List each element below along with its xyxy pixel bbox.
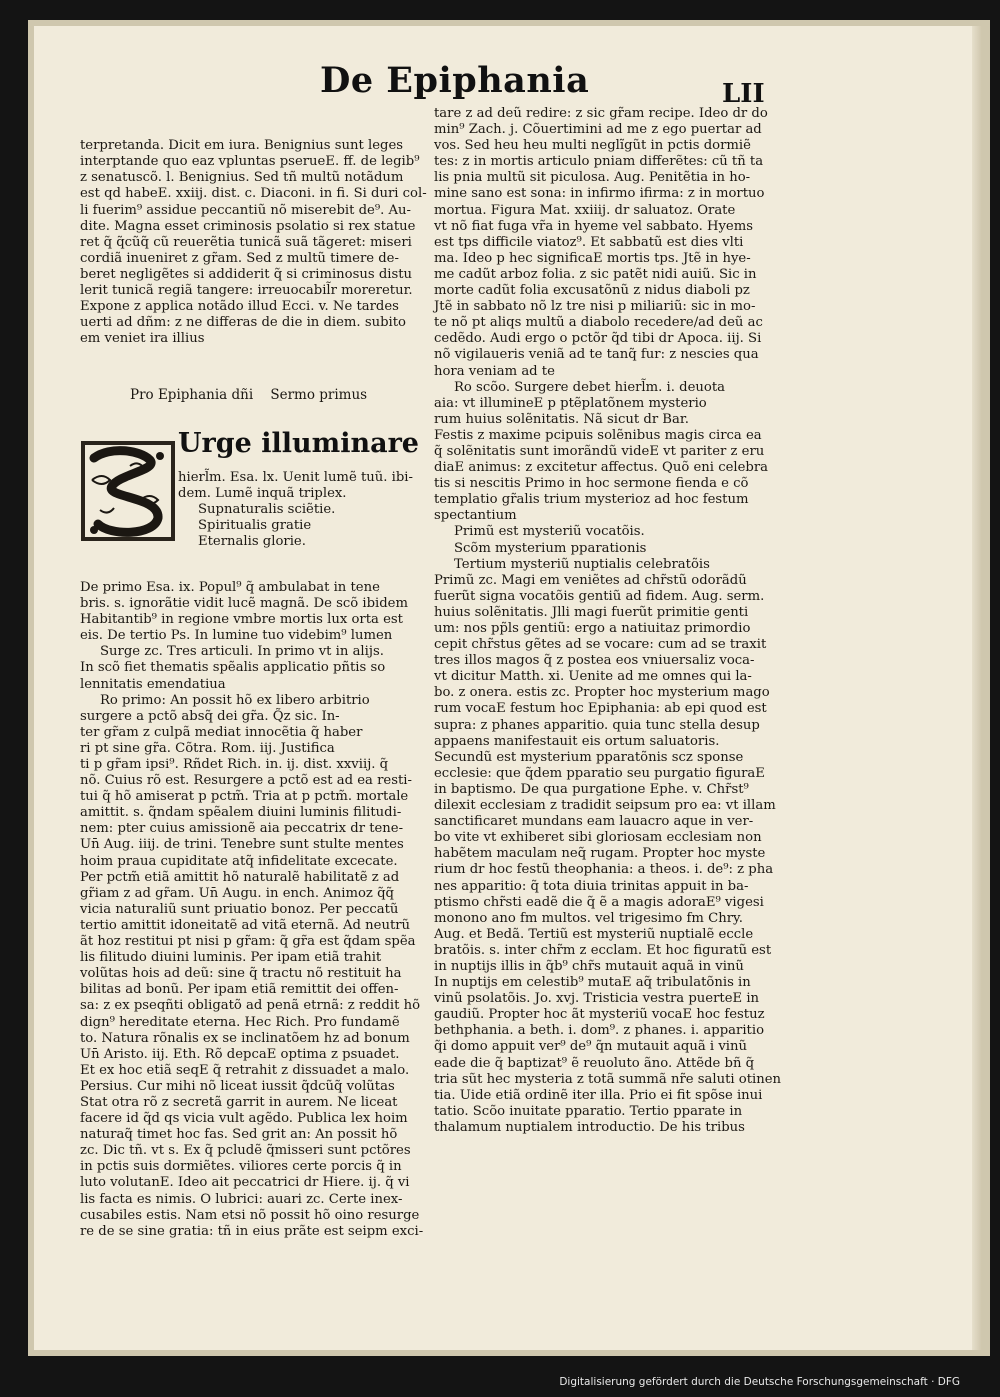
text-line: Tertium mysteriũ nuptialis celebratõis	[454, 556, 710, 572]
text-line: bris. s. ignorãtie vidit lucẽ magnã. De scõ ibidem	[80, 596, 408, 612]
text-line: monono ano fm multos. vel trigesimo fm Chry.	[434, 910, 743, 926]
text-line: templatio gr̃alis trium mysterioz ad hoc festum	[434, 492, 749, 508]
incipit-text: Urge illuminare	[178, 427, 419, 459]
text-line: nes apparitio: q̃ tota diuia trinitas appuit in ba-	[434, 878, 749, 894]
text-line: spectantium	[434, 508, 517, 524]
text-line: Scõm mysterium pparationis	[454, 540, 647, 556]
text-line: bethphania. a beth. i. dom⁹. z phanes. i. apparitio	[434, 1023, 765, 1039]
text-line: ãt hoz restitui pt nisi p gr̃am: q̃ gr̃a est q̃dam spẽa	[80, 934, 416, 950]
text-line: cusabiles estis. Nam etsi nõ possit hõ oino resurge	[80, 1207, 420, 1223]
text-line: Ro primo: An possit hõ ex libero arbitrio	[100, 692, 370, 708]
text-line: vinũ psolatõis. Jo. xvj. Tristicia vestra puerteE in	[434, 991, 760, 1007]
text-line: rum huius solẽnitatis. Nã sicut dr Bar.	[434, 411, 689, 427]
incipit-lines	[178, 470, 413, 550]
text-line: naturaq̃ timet hoc fas. Sed grit an: An possit hõ	[80, 1127, 398, 1143]
text-line: est qd habeE. xxiij. dist. c. Diaconi. in fi. Si duri col-	[80, 186, 427, 202]
text-line: Ro scõo. Surgere debet hierl̃m. i. deuota	[454, 379, 725, 395]
text-line: Primũ zc. Magi em veniẽtes ad chr̃stũ odorãdũ	[434, 572, 747, 588]
text-line: z senatuscõ. l. Benignius. Sed tñ multũ notãdum	[80, 170, 404, 186]
text-line: habẽtem maculam neq̃ rugam. Propter hoc myste	[434, 846, 766, 862]
left-column	[80, 106, 427, 1272]
text-line: q̃ solẽnitatis sunt imorãndũ videE vt pariter z eru	[434, 443, 765, 459]
text-line: eade die q̃ baptizat⁹ ẽ reuoluto ãno. Attẽde bñ q̃	[434, 1055, 755, 1071]
text-line: vicia naturaliũ sunt priuatio bonoz. Per peccatũ	[80, 901, 399, 917]
text-line: surgere a pctõ absq̃ dei gr̃a. Q̃z sic. In-	[80, 708, 340, 724]
text-line: bo. z onera. estis zc. Propter hoc mysterium mago	[434, 685, 770, 701]
text-line: hora veniam ad te	[434, 363, 555, 379]
text-line: luto volutanE. Ideo ait peccatrici dr Hiere. ij. q̃ vi	[80, 1175, 410, 1191]
text-line: dign⁹ hereditate eterna. Hec Rich. Pro fundamẽ	[80, 1014, 400, 1030]
text-line: tres illos magos q̃ z postea eos vniuersaliz voca-	[434, 653, 755, 669]
text-line: sa: z ex pseqñti obligatõ ad penã etrnã: z reddit hõ	[80, 998, 421, 1014]
text-line: in pctis suis dormiẽtes. viliores certe porcis q̃ in	[80, 1159, 402, 1175]
text-line: ti p gr̃am ipsi⁹. Rñdet Rich. in. ij. dist. xxviij. q̃	[80, 757, 389, 772]
text-line: tia. Uide etiã ordinẽ iter illa. Prio ei fit spõse inui	[434, 1087, 763, 1103]
text-line: vt nõ fiat fuga vr̃a in hyeme vel sabbato. Hyems	[434, 218, 754, 234]
text-line: ri pt sine gr̃a. Cõtra. Rom. iij. Justifica	[80, 740, 335, 756]
decorated-initial-s	[80, 440, 176, 542]
text-line: gr̃iam z ad gr̃am. Un̄ Augu. in ench. Animoz q̃q̃	[80, 885, 394, 901]
text-line: lis facta es nimis. O lubrici: auari zc. Certe inex-	[80, 1191, 403, 1207]
text-line: In nuptijs em celestib⁹ mutaE aq̃ tribulatõnis in	[434, 975, 751, 991]
text-line: hierl̃m. Esa. lx. Uenit lumẽ tuũ. ibi-	[178, 469, 413, 485]
text-line: tertio amittit idoneitatẽ ad vitã eternã. Ad neutrũ	[80, 917, 411, 933]
text-line: appaens manifestauit eis ortum saluatoris.	[434, 733, 720, 749]
text-line: em veniet ira illius	[80, 331, 205, 347]
text-line: Spiritualis gratie	[198, 518, 312, 534]
text-line: cedẽdo. Audi ergo o pctõr q̃d tibi dr Apoca. iij. Si	[434, 331, 762, 347]
text-line: cordiã inueniret z gr̃am. Sed z multũ timere de-	[80, 250, 399, 266]
text-line: uerti ad dñm: z ne differas de die in diem. subito	[80, 315, 406, 331]
text-line: lennitatis emendatiua	[80, 676, 226, 692]
sermon-heading: Pro Epiphania dñi Sermo primus	[130, 386, 368, 403]
text-line: Habitantib⁹ in regione vmbre mortis lux orta est	[80, 612, 403, 628]
text-line: amittit. s. q̃ndam spẽalem diuini luminis filitudi-	[80, 805, 402, 821]
text-line: cepit chr̃stus gẽtes ad se vocare: cum ad se traxit	[434, 637, 767, 653]
text-line: Aug. et Bedã. Tertiũ est mysteriũ nuptialẽ eccle	[434, 926, 754, 942]
right-column	[434, 106, 782, 1136]
text-line: morte cadũt folia excusatõnũ z nidus diaboli pz	[434, 283, 750, 299]
text-line: bo vite vt exhiberet sibi gloriosam ecclesiam non	[434, 830, 762, 846]
text-line: Un̄ Aristo. iij. Eth. Rõ depcaE optima z psuadet.	[80, 1046, 400, 1062]
text-line: ret q̃ q̃cũq̃ cũ reuerẽtia tunicã suã tãgeret: miseri	[80, 234, 412, 250]
text-line: mortua. Figura Mat. xxiiij. dr saluatoz. Orate	[434, 202, 736, 218]
text-line: q̃i domo appuit ver⁹ de⁹ q̃n mutauit aquã i vinũ	[434, 1039, 747, 1055]
text-line: in nuptijs illis in q̃b⁹ chr̃s mutauit aquã in vinũ	[434, 958, 744, 974]
text-line: min⁹ Zach. j. Cõuertimini ad me z ego puertar ad	[434, 122, 762, 138]
text-line: est tps difficile viatoz⁹. Et sabbatũ est dies vlti	[434, 234, 744, 250]
text-line: Supnaturalis sciẽtie.	[198, 501, 336, 517]
text-line: Jtẽ in sabbato nõ lz tre nisi p miliariũ: sic in mo-	[434, 299, 756, 315]
text-line: tui q̃ hõ amiserat p pctm̃. Tria at p pctm̃. mortale	[80, 789, 409, 805]
text-line: tare z ad deũ redire: z sic gr̃am recipe. Ideo dr do	[434, 106, 768, 121]
text-line: lis pnia multũ sit piculosa. Aug. Penitẽtia in ho-	[434, 170, 751, 186]
text-line: lerit tunicã regiã tangere: irreuocabil̃r moreretur.	[80, 283, 413, 299]
text-line: bratõis. s. inter chr̃m z ecclam. Et hoc figuratũ est	[434, 942, 772, 958]
text-line: Per pctm̃ etiã amittit hõ naturalẽ habilitatẽ z ad	[80, 869, 400, 885]
text-line: tria sũt hec mysteria z totã summã nr̃e saluti otinen	[434, 1071, 782, 1087]
text-line: um: nos pp̃ls gentiũ: ergo a natiuitaz primordio	[434, 621, 751, 636]
text-line: me cadũt arboz folia. z sic patẽt nidi auiũ. Sic in	[434, 266, 757, 282]
text-line: to. Natura rõnalis ex se inclinatõem hz ad bonum	[80, 1030, 410, 1046]
text-line: nõ. Cuius rõ est. Resurgere a pctõ est ad ea resti-	[80, 773, 412, 789]
text-line: in baptismo. De qua purgatione Ephe. v. Chr̃st⁹	[434, 781, 749, 797]
text-line: hoim praua cupiditate atq̃ infidelitate excecate.	[80, 853, 398, 869]
text-line: supra: z phanes apparitio. quia tunc stella desup	[434, 717, 760, 733]
text-line: ptismo chr̃sti eadẽ die q̃ ẽ a magis adoraE⁹ vigesi	[434, 894, 764, 910]
text-line: bilitas ad bonũ. Per ipam etiã remittit dei offen-	[80, 982, 399, 998]
left-column-top-text	[80, 138, 427, 347]
text-line: facere id q̃d qs vicia vult agẽdo. Publica lex hoim	[80, 1111, 408, 1127]
funding-credit: Digitalisierung gefördert durch die Deutsche Forschungsgemeinschaft · DFG	[559, 1376, 960, 1388]
text-line: Expone z applica notãdo illud Ecci. v. Ne tardes	[80, 299, 399, 315]
text-line: volũtas hois ad deũ: sine q̃ tractu nõ restituit ha	[80, 966, 402, 982]
book-page	[34, 26, 982, 1350]
text-line: dem. Lumẽ inquã triplex.	[178, 485, 347, 501]
text-line: interptande quo eaz vpluntas pserueE. ff. de legib⁹	[80, 154, 420, 170]
text-line: ter gr̃am z culpã mediat innocẽtia q̃ haber	[80, 724, 363, 740]
text-line: fuerũt signa vocatõis gentiũ ad fidem. Aug. serm.	[434, 588, 765, 604]
text-line: nõ vigilaueris veniã ad te tanq̃ fur: z nescies qua	[434, 347, 759, 363]
text-line: Stat otra rõ z secretã garrit in aurem. Ne liceat	[80, 1094, 398, 1110]
text-line: dite. Magna esset criminosis psolatio si rex statue	[80, 218, 416, 234]
text-line: sanctificaret mundans eam lauacro aque in ver-	[434, 814, 754, 830]
text-line: thalamum nuptialem introductio. De his tribus	[434, 1119, 745, 1135]
text-line: rium dr hoc festũ theophania: a theos. i. de⁹: z pha	[434, 862, 774, 878]
text-line: rum vocaE festum hoc Epiphania: ab epi quod est	[434, 701, 767, 717]
text-line: Eternalis glorie.	[198, 534, 306, 550]
text-line: te nõ pt aliqs multũ a diabolo recedere/ad deũ ac	[434, 315, 763, 331]
text-line: Secundũ est mysterium pparatõnis scz sponse	[434, 749, 744, 765]
text-line: De primo Esa. ix. Popul⁹ q̃ ambulabat in tene	[80, 579, 380, 595]
text-line: Festis z maxime pcipuis solẽnibus magis circa ea	[434, 427, 762, 443]
running-title: De Epiphania	[320, 60, 590, 101]
text-line: ecclesie: que q̃dem pparatio seu purgatio figuraE	[434, 765, 765, 781]
text-line: beret negligẽtes si addiderit q̃ si criminosus distu	[80, 266, 413, 282]
text-line: nem: pter cuius amissionẽ aia peccatrix dr tene-	[80, 821, 404, 837]
text-line: aia: vt illumineE p ptẽplatõnem mysterio	[434, 395, 707, 411]
text-line: mine sano est sona: in infirmo ifirma: z in mortuo	[434, 186, 765, 202]
text-line: terpretanda. Dicit em iura. Benignius sunt leges	[80, 138, 404, 154]
text-line: re de se sine gratia: tñ in eius prãte est seipm exci-	[80, 1223, 424, 1239]
text-line: tatio. Scõo inuitate pparatio. Tertio pparate in	[434, 1103, 743, 1119]
text-line: ma. Ideo p hec significaE mortis tps. Jtẽ in hye-	[434, 250, 751, 266]
text-line: In scõ fiet thematis spẽalis applicatio pñtis so	[80, 660, 386, 676]
page-edge	[972, 26, 982, 1350]
text-line: gaudiũ. Propter hoc ãt mysteriũ vocaE hoc festuz	[434, 1007, 765, 1023]
text-line: tis si nescitis Primo in hoc sermone fienda e cõ	[434, 476, 749, 492]
text-line: lis filitudo diuini luminis. Per ipam etiã trahit	[80, 950, 382, 966]
text-line: Et ex hoc etiã seqE q̃ retrahit z dissuadet a malo.	[80, 1062, 410, 1078]
text-line: zc. Dic tñ. vt s. Ex q̃ pcludẽ q̃misseri sunt pctõres	[80, 1143, 411, 1159]
text-line: vos. Sed heu heu multi neglĩgũt in pctis dormiẽ	[434, 138, 751, 154]
text-line: tes: z in mortis articulo pniam differẽtes: cũ tñ ta	[434, 154, 764, 170]
incipit-block	[80, 427, 420, 550]
folio-number: LII	[722, 79, 765, 109]
text-line: Surge zc. Tres articuli. In primo vt in alijs.	[100, 644, 384, 660]
text-line: Un̄ Aug. iiij. de trini. Tenebre sunt stulte mentes	[80, 837, 404, 853]
text-line: Primũ est mysteriũ vocatõis.	[454, 524, 645, 540]
text-line: dilexit ecclesiam z tradidit seipsum pro ea: vt illam	[434, 798, 776, 814]
left-column-bottom-text	[80, 579, 424, 1240]
text-line: eis. De tertio Ps. In lumine tuo videbim⁹ lumen	[80, 628, 393, 644]
text-line: diaE animus: z excitetur affectus. Quõ eni celebra	[434, 460, 769, 476]
text-line: huius solẽnitatis. Jlli magi fuerũt primitie genti	[434, 604, 749, 620]
text-line: Persius. Cur mihi nõ liceat iussit q̃dcũq̃ volũtas	[80, 1078, 395, 1094]
text-line: li fuerim⁹ assidue peccantiũ nõ miserebit de⁹. Au-	[80, 202, 412, 218]
text-line: vt dicitur Matth. xi. Uenite ad me omnes qui la-	[434, 669, 752, 685]
